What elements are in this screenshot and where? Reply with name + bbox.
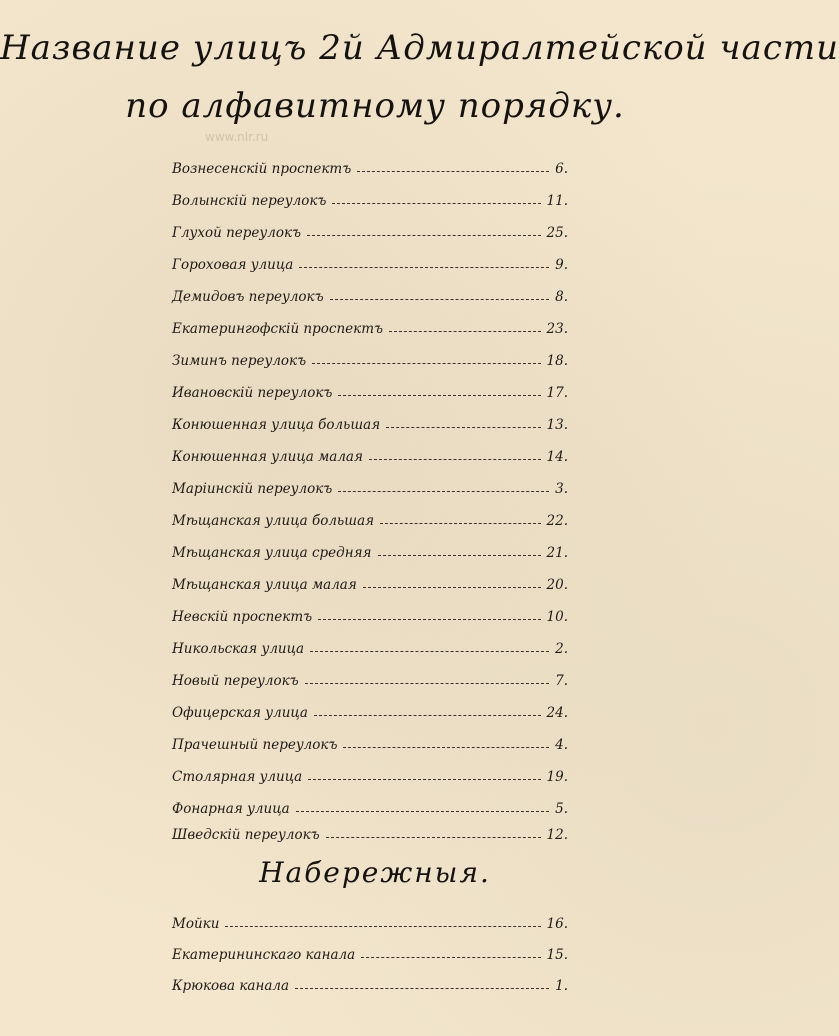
leader-dashes [308,778,540,780]
street-name: Ивановскiй переулокъ [172,385,333,401]
street-number: 23. [546,321,568,337]
street-row [172,219,568,241]
street-name: Екатерингофскiй проспектъ [172,321,383,337]
street-row [172,603,568,625]
leader-dashes [225,925,540,927]
leader-dashes [332,202,540,204]
street-row [172,315,568,337]
street-number: 9. [555,257,568,273]
street-row [172,379,568,401]
street-name: Демидовъ переулокъ [172,289,324,305]
street-name: Мѣщанская улица средняя [172,545,372,561]
leader-dashes [314,714,541,716]
page-title-line-2: по алфавитному порядку. [125,86,625,126]
street-row [172,667,568,689]
street-number: 18. [546,353,568,369]
watermark-text: www.nlr.ru [205,130,269,144]
street-row [172,763,568,785]
street-number: 3. [555,481,568,497]
street-name: Фонарная улица [172,801,290,817]
street-name: Конюшенная улица большая [172,417,381,433]
street-number: 17. [546,385,568,401]
street-name: Шведскiй переулокъ [172,827,320,843]
street-number: 8. [555,289,568,305]
street-name: Конюшенная улица малая [172,449,363,465]
street-name: Невскiй проспектъ [172,609,313,625]
leader-dashes [312,362,540,364]
leader-dashes [378,554,541,556]
street-number: 7. [555,673,568,689]
leader-dashes [363,586,541,588]
street-number: 14. [546,449,568,465]
embankment-row [172,910,568,932]
street-number: 20. [546,577,568,593]
leader-dashes [389,330,541,332]
street-number: 24. [546,705,568,721]
street-row [172,283,568,305]
leader-dashes [295,987,549,989]
street-name: Мѣщанская улица большая [172,513,375,529]
street-row [172,731,568,753]
leader-dashes [330,298,549,300]
street-number: 6. [555,161,568,177]
street-name: Гороховая улица [172,257,294,273]
leader-dashes [326,836,541,838]
street-row [172,539,568,561]
street-number: 19. [546,769,568,785]
street-row [172,821,568,843]
embankment-row [172,941,568,963]
street-name: Никольская улица [172,641,305,657]
embankment-row [172,972,568,994]
street-number: 12. [546,827,568,843]
street-row [172,347,568,369]
street-name: Столярная улица [172,769,303,785]
street-number: 13. [546,417,568,433]
street-number: 2. [555,641,568,657]
embankments-heading: Набережныя. [259,856,491,889]
leader-dashes [310,650,549,652]
leader-dashes [369,458,541,460]
leader-dashes [307,234,540,236]
street-row [172,155,568,177]
leader-dashes [386,426,540,428]
street-row [172,411,568,433]
embankment-number: 15. [546,947,568,963]
street-number: 11. [546,193,568,209]
street-row [172,571,568,593]
embankment-name: Екатерининскаго канала [172,947,356,963]
street-name: Марiинскiй переулокъ [172,481,333,497]
street-row [172,251,568,273]
street-row [172,507,568,529]
leader-dashes [296,810,549,812]
street-number: 5. [555,801,568,817]
embankment-number: 1. [555,978,568,994]
street-number: 21. [546,545,568,561]
street-name: Вознесенскiй проспектъ [172,161,352,177]
street-row [172,635,568,657]
embankment-number: 16. [546,916,568,932]
leader-dashes [380,522,540,524]
street-name: Мѣщанская улица малая [172,577,357,593]
leader-dashes [318,618,540,620]
street-name: Прачешный переулокъ [172,737,338,753]
leader-dashes [305,682,549,684]
street-name: Зиминъ переулокъ [172,353,307,369]
embankment-name: Крюкова канала [172,978,290,994]
street-row [172,443,568,465]
page-title-line-1: Название улицъ 2й Адмиралтейской части [0,28,839,68]
street-name: Офицерская улица [172,705,308,721]
leader-dashes [338,490,549,492]
street-name: Волынскiй переулокъ [172,193,327,209]
leader-dashes [338,394,540,396]
street-row [172,795,568,817]
street-name: Новый переулокъ [172,673,299,689]
leader-dashes [299,266,549,268]
street-row [172,475,568,497]
street-row [172,699,568,721]
street-number: 22. [546,513,568,529]
leader-dashes [361,956,540,958]
street-number: 25. [546,225,568,241]
street-name: Глухой переулокъ [172,225,302,241]
embankment-name: Мойки [172,916,220,932]
leader-dashes [343,746,549,748]
street-number: 4. [555,737,568,753]
street-row [172,187,568,209]
street-number: 10. [546,609,568,625]
leader-dashes [357,170,549,172]
